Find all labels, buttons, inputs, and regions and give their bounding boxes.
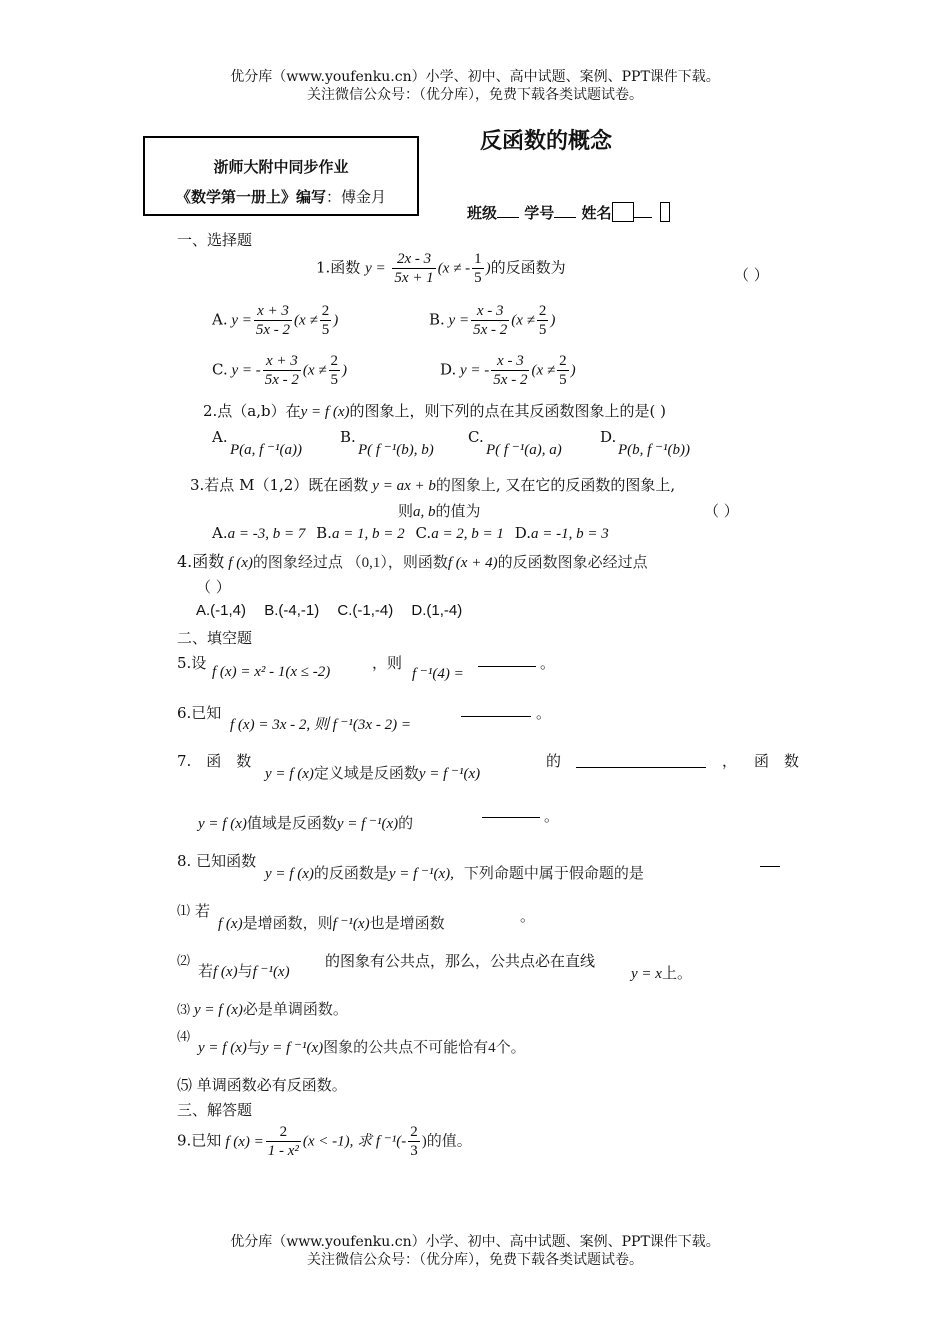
- q8-item2-left: [198, 960, 290, 981]
- q4-tail: 的反函数图象必经过点: [497, 555, 648, 571]
- q8-item3-a: 必是单调函数。: [242, 1002, 348, 1018]
- q1-c-label: C.: [212, 360, 228, 379]
- q2-stem: [203, 400, 666, 421]
- q1-a-y: y =: [227, 312, 252, 329]
- q1-c-cond: (x ≠: [302, 362, 327, 379]
- q7-label: 7. 函 数: [177, 752, 252, 770]
- q4-options: [196, 602, 462, 619]
- q3-d-value: a = -1, b = 3: [530, 526, 609, 542]
- q1-cond-frac: [472, 250, 484, 287]
- q3-c-value: a = 2, b = 1: [431, 526, 504, 542]
- q8-item2-m: f (x): [213, 964, 238, 980]
- q1-d-close: ): [570, 362, 576, 379]
- q8-label: 8. 已知函数: [177, 852, 257, 870]
- q3-option-d[interactable]: [515, 524, 609, 542]
- q1-a-num: x + 3: [254, 302, 292, 321]
- name-label: 姓名: [581, 204, 612, 222]
- q7-comma: ，: [722, 752, 738, 770]
- editor-colon: ：: [326, 188, 342, 206]
- q4-f2: f (x + 4): [447, 555, 498, 571]
- q1-d-label: D.: [440, 360, 457, 379]
- q3-text-b: 的图象上: [435, 478, 496, 494]
- q1-d-y: y = -: [456, 362, 490, 379]
- q1-b-label: B.: [429, 310, 445, 329]
- q1-fraction: [392, 250, 435, 287]
- q9-stem: [177, 1123, 472, 1160]
- q1-option-d[interactable]: [440, 352, 576, 389]
- q8-item4-b: 图象的公共点不可能恰有4个。: [323, 1040, 526, 1056]
- q4-f1: f (x): [228, 555, 253, 571]
- q9-cnum: 2: [410, 1124, 418, 1140]
- q8-item1-number: ⑴: [177, 904, 191, 919]
- q2-option-a[interactable]: [212, 428, 228, 446]
- q6-answer-line[interactable]: [461, 716, 531, 717]
- q3-a-label: A.: [212, 524, 228, 542]
- q6-label: 6.已知: [177, 704, 222, 722]
- class-label: 班级: [467, 204, 498, 222]
- section-choice: 一、选择题: [177, 231, 253, 249]
- q9-label: 9.已知: [177, 1131, 222, 1150]
- student-info: [467, 202, 670, 223]
- q8-stem: [265, 862, 644, 883]
- q1-d-frac: [491, 352, 529, 389]
- q1-a-den: 5x - 2: [255, 322, 291, 338]
- q7-de: 的: [546, 752, 562, 770]
- q1-c-cnum: 2: [330, 353, 339, 369]
- q3-options: [212, 524, 609, 543]
- q7-end: 。: [544, 807, 560, 825]
- q7-answer-line-1[interactable]: [576, 767, 706, 768]
- q7-line2-expr: y = f (x): [198, 816, 247, 832]
- q2-d-value: P(b, f ⁻¹(b)): [618, 442, 690, 458]
- q4-stem: [177, 549, 648, 572]
- q1-b-cfrac: [537, 302, 549, 339]
- q8-text-a: 的反函数是: [313, 866, 389, 882]
- q7-line2: [198, 812, 413, 833]
- page-title: 反函数的概念: [480, 129, 613, 154]
- q8-item1-end: 。: [520, 907, 536, 925]
- q8-item2-number: ⑵: [177, 954, 191, 969]
- q8-item1: [218, 912, 445, 933]
- footer-line-2: 关注微信公众号：（优分库），免费下载各类试题试卷。: [307, 1252, 643, 1268]
- header-line-2: 关注微信公众号：（优分库），免费下载各类试题试卷。: [307, 87, 643, 103]
- q1-c-cden: 5: [330, 372, 339, 388]
- q1-b-cond: (x ≠: [511, 312, 535, 329]
- q6-expr: f (x) = 3x - 2, 则 f ⁻¹(3x - 2) =: [230, 717, 411, 733]
- q8-text-b: 下列命题中属于假命题的是: [463, 866, 644, 882]
- q1-d-num: x - 3: [491, 352, 529, 371]
- q8-item2-right: [631, 962, 692, 983]
- q4-option-d[interactable]: D.(1,-4): [411, 602, 463, 619]
- q8-item3-m: y = f (x): [194, 1002, 243, 1018]
- q4-option-c[interactable]: C.(-1,-4): [337, 602, 394, 619]
- name-box[interactable]: [612, 202, 634, 222]
- q2-expr: y = f (x): [300, 404, 350, 420]
- q4-mid: 的图象经过点 （0,1），则函数: [252, 555, 448, 571]
- q8-item2-m3: y = x: [631, 966, 662, 982]
- q1-c-den: 5x - 2: [264, 372, 299, 388]
- q1-c-y: y = -: [227, 362, 261, 379]
- q1-a-cnum: 2: [321, 303, 330, 319]
- q1-num: 2x - 3: [392, 250, 435, 269]
- q2-c-label: C.: [468, 428, 484, 446]
- q4-option-b[interactable]: B.(-4,-1): [264, 602, 320, 619]
- q1-d-cnum: 2: [559, 353, 567, 369]
- editor-name: 傅金月: [341, 188, 387, 206]
- q8-item4-m: y = f (x): [198, 1040, 247, 1056]
- q8-item3-number: ⑶: [177, 1003, 191, 1018]
- q2-text-a: 2.点（a,b）在: [203, 402, 301, 420]
- course-box: [143, 136, 419, 216]
- q1-cond-den: 5: [474, 270, 482, 286]
- q1-y: y =: [365, 260, 386, 277]
- q3-a-value: a = -3, b = 7: [227, 526, 306, 542]
- q7-hanshu: 函 数: [754, 752, 800, 770]
- q2-option-b[interactable]: [340, 428, 356, 446]
- q2-text-b: 的图象上，则下列的点在其反函数图象上的是( ): [349, 402, 666, 420]
- q1-d-cfrac: [557, 352, 569, 389]
- q8-item2-d: 上。: [661, 966, 692, 982]
- q3-option-b[interactable]: [316, 524, 405, 542]
- q3-expr: y = ax + b: [372, 478, 436, 494]
- school-title: 浙师大附中同步作业: [213, 158, 349, 176]
- q4-paren: （ ）: [196, 578, 231, 596]
- q1-cond-num: 1: [474, 251, 482, 267]
- q3-b-value: a = 1, b = 2: [331, 526, 405, 542]
- q7-line2-expr2: y = f ⁻¹(x): [336, 816, 399, 832]
- name-box-2[interactable]: [660, 202, 670, 222]
- q1-cond: (x ≠ -: [437, 260, 471, 277]
- q5-expr2: f ⁻¹(4) =: [412, 666, 464, 682]
- q3-text-a: 3.若点 M（1,2）既在函数: [190, 476, 369, 494]
- q5-mid: ，则: [372, 654, 403, 672]
- q3-line2-expr: a, b: [413, 504, 436, 520]
- q8-expr: y = f (x): [265, 866, 314, 882]
- q5-end: 。: [540, 654, 556, 672]
- q7-expr-b: y = f ⁻¹(x): [418, 766, 481, 782]
- q3-line2-a: 则: [398, 502, 414, 520]
- q3-option-c[interactable]: [415, 524, 503, 542]
- q9-den: 1 - x²: [267, 1143, 299, 1159]
- q9-cden: 3: [410, 1143, 418, 1159]
- q8-item4: [198, 1036, 526, 1057]
- q9-f: f (x) =: [225, 1133, 264, 1150]
- q1-option-c[interactable]: [212, 352, 347, 389]
- q2-b-value: P( f ⁻¹(b), b): [358, 442, 434, 458]
- q7-answer-line-2[interactable]: [482, 817, 540, 818]
- q8-item1-m2: f ⁻¹(x): [332, 916, 370, 932]
- q1-b-cnum: 2: [538, 303, 547, 319]
- q2-a-value: P(a, f ⁻¹(a)): [230, 442, 302, 458]
- q1-d-cond: (x ≠: [531, 362, 556, 379]
- q1-a-cond: (x ≠: [294, 312, 318, 329]
- q1-b-close: ): [550, 312, 556, 329]
- q8-item2-a: 若: [198, 964, 214, 980]
- q3-stem: [190, 474, 675, 495]
- q1-b-frac: [471, 302, 509, 339]
- q7-line1: [265, 762, 480, 783]
- q3-b-label: B.: [316, 524, 332, 542]
- q8-item4-number: ⑷: [177, 1030, 191, 1045]
- book-title: 《数学第一册上》: [175, 188, 296, 206]
- q5-answer-line[interactable]: [478, 666, 536, 667]
- q1-d-cden: 5: [559, 372, 567, 388]
- q2-a-label: A.: [212, 428, 228, 446]
- q7-line2-b: 的: [398, 816, 414, 832]
- q9-cond: (x < -1), 求 f ⁻¹(-: [302, 1133, 407, 1150]
- q9-tail: )的值。: [421, 1133, 472, 1150]
- q8-item1-a: 若: [195, 902, 211, 920]
- q3-d-label: D.: [514, 524, 531, 542]
- q3-paren: （ ）: [704, 502, 739, 520]
- q3-text-c: , 又在它的反函数的图象上,: [495, 476, 676, 494]
- q8-expr2: y = f ⁻¹(x),: [388, 866, 454, 882]
- section-fill: 二、填空题: [177, 629, 253, 647]
- footer-line-1: 优分库（www.youfenku.cn）小学、初中、高中试题、案例、PPT课件下载。: [230, 1234, 720, 1250]
- q1-c-num: x + 3: [263, 352, 301, 371]
- book-editor-line: [145, 186, 417, 207]
- q1-a-label: A.: [212, 310, 228, 329]
- q9-num: 2: [266, 1123, 301, 1142]
- q2-d-label: D.: [600, 428, 617, 446]
- q1-a-cden: 5: [321, 322, 330, 338]
- q8-item4-m2: y = f ⁻¹(x): [261, 1040, 324, 1056]
- q7-line2-a: 值域是反函数: [246, 816, 337, 832]
- q2-option-d[interactable]: [600, 428, 616, 446]
- q1-label: 1.函数: [316, 258, 361, 277]
- q9-cfrac: [408, 1123, 420, 1160]
- q8-item3: [177, 998, 348, 1019]
- header-line-1: 优分库（www.youfenku.cn）小学、初中、高中试题、案例、PPT课件下载。: [230, 69, 720, 85]
- q1-c-cfrac: [329, 352, 341, 389]
- q1-option-b[interactable]: [429, 302, 555, 339]
- q8-answer-line[interactable]: [760, 866, 780, 867]
- q8-item2-m2: f ⁻¹(x): [252, 964, 290, 980]
- q1-c-frac: [263, 352, 301, 389]
- q1-c-close: ): [342, 362, 348, 379]
- q1-option-a[interactable]: [212, 302, 338, 339]
- q1-den: 5x + 1: [394, 270, 434, 286]
- q4-option-a[interactable]: A.(-1,4): [196, 602, 247, 619]
- q1-b-y: y =: [444, 312, 470, 329]
- q1-b-den: 5x - 2: [473, 322, 508, 338]
- q2-option-c[interactable]: [468, 428, 484, 446]
- q8-item2-c: 的图象有公共点，那么，公共点必在直线: [325, 952, 596, 970]
- q1-stem: [316, 250, 566, 287]
- q1-tail: 的反函数为: [490, 258, 566, 277]
- q7-text-a: 定义域是反函数: [313, 766, 419, 782]
- q9-frac: [266, 1123, 301, 1160]
- q8-item2-b: 与: [237, 964, 253, 980]
- q3-option-a[interactable]: [212, 524, 305, 542]
- q8-item5: ⑸ 单调函数必有反函数。: [177, 1076, 347, 1094]
- q1-a-frac: [254, 302, 292, 339]
- q1-cond-end: ): [485, 260, 491, 277]
- editor-label: 编写: [295, 188, 326, 206]
- q1-a-close: ): [333, 312, 339, 329]
- q3-c-label: C.: [415, 524, 432, 542]
- section-answer: 三、解答题: [177, 1101, 253, 1119]
- q6-end: 。: [536, 704, 552, 722]
- q5-expr: f (x) = x² - 1(x ≤ -2): [212, 664, 331, 680]
- q4-label: 4.函数: [177, 552, 225, 571]
- q2-c-value: P( f ⁻¹(a), a): [486, 442, 562, 458]
- number-label: 学号: [524, 204, 555, 222]
- q1-b-cden: 5: [538, 322, 547, 338]
- q8-item4-a: 与: [246, 1040, 262, 1056]
- q1-paren: （ ）: [734, 266, 769, 284]
- q1-a-cfrac: [320, 302, 332, 339]
- q8-item1-b: 是增函数，则: [242, 916, 333, 932]
- q2-b-label: B.: [340, 428, 356, 446]
- q8-item1-c: 也是增函数: [369, 916, 445, 932]
- q3-line2: [398, 500, 481, 521]
- q7-expr-a: y = f (x): [265, 766, 314, 782]
- q1-b-num: x - 3: [471, 302, 509, 321]
- q3-line2-b: 的值为: [435, 504, 481, 520]
- q5-label: 5.设: [177, 654, 207, 672]
- q1-d-den: 5x - 2: [493, 372, 528, 388]
- q8-item1-m: f (x): [218, 916, 243, 932]
